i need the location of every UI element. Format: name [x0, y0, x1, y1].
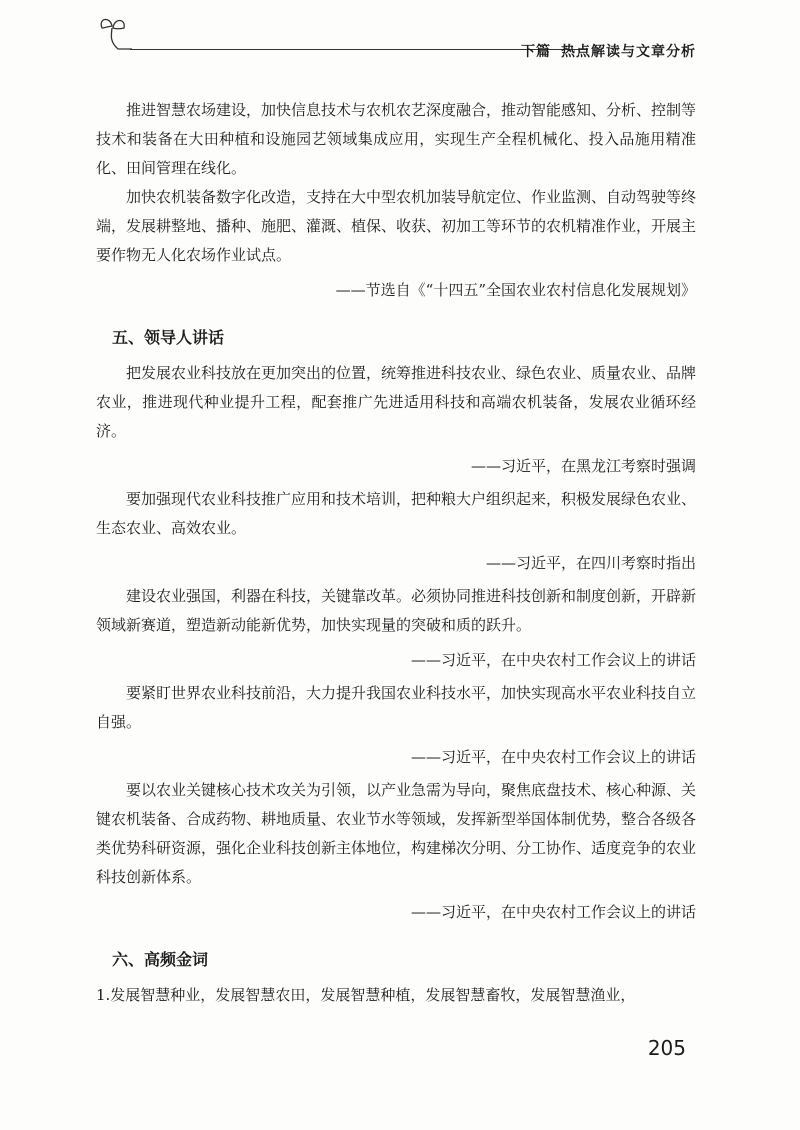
quote-text: 建设农业强国，利器在科技，关键靠改革。必须协同推进科技创新和制度创新，开辟新领域新赛道，塑造新动能新优势，加快实现量的突破和质的跃升。: [96, 587, 697, 634]
page-body: [96, 96, 696, 1010]
quote-text: 要紧盯世界农业科技前沿，大力提升我国农业科技水平，加快实现高水平农业科技自立自强。: [96, 684, 697, 731]
page-number: 205: [647, 1036, 686, 1060]
quote-source: ——习近平，在中央农村工作会议上的讲话: [410, 748, 696, 766]
quote-source: ——习近平，在中央农村工作会议上的讲话: [410, 651, 696, 669]
header-part: 下篇: [521, 44, 551, 60]
running-header: [96, 14, 696, 64]
header-title: [521, 41, 696, 61]
quote-source: ——习近平，在黑龙江考察时强调: [470, 457, 696, 475]
sprout-icon: [96, 14, 136, 54]
header-section-title: 热点解读与文章分析: [561, 44, 696, 60]
list-item: 1.发展智慧种业，发展智慧农田，发展智慧种植，发展智慧畜牧，发展智慧渔业，: [96, 986, 636, 1004]
quote-source: ——习近平，在四川考察时指出: [485, 554, 696, 572]
quote-text: 把发展农业科技放在更加突出的位置，统筹推进科技农业、绿色农业、质量农业、品牌农业，推进现代种业提升工程，配套推广先进适用科技和高端农机装备，发展农业循环经济。: [96, 364, 697, 440]
paragraph: 推进智慧农场建设，加快信息技术与农机农艺深度融合，推动智能感知、分析、控制等技术和装备在大田种植和设施园艺领域集成应用，实现生产全程机械化、投入品施用精准化、田间管理在线化。: [96, 101, 697, 177]
quote-text: 要加强现代农业科技推广应用和技术培训，把种粮大户组织起来，积极发展绿色农业、生态农业、高效农业。: [96, 490, 697, 537]
quote-source: ——习近平，在中央农村工作会议上的讲话: [410, 903, 696, 921]
paragraph: 加快农机装备数字化改造，支持在大中型农机加装导航定位、作业监测、自动驾驶等终端，发展耕整地、播种、施肥、灌溉、植保、收获、初加工等环节的农机精准作业，开展主要作物无人化农场作业试点。: [96, 188, 697, 264]
source-citation: ——节选自《“十四五”全国农业农村信息化发展规划》: [335, 281, 696, 299]
header-rule: [130, 49, 588, 50]
section-heading-6: 六、高频金词: [112, 950, 209, 969]
section-heading-5: 五、领导人讲话: [112, 328, 225, 347]
quote-text: 要以农业关键核心技术攻关为引领，以产业急需为导向，聚焦底盘技术、核心种源、关键农机装备、合成药物、耕地质量、农业节水等领域，发挥新型举国体制优势，整合各级各类优势科研资源，强化企业科技创新主体地位，构建梯次分明、分工协作、适度竞争的农业科技创新体系。: [96, 781, 697, 886]
